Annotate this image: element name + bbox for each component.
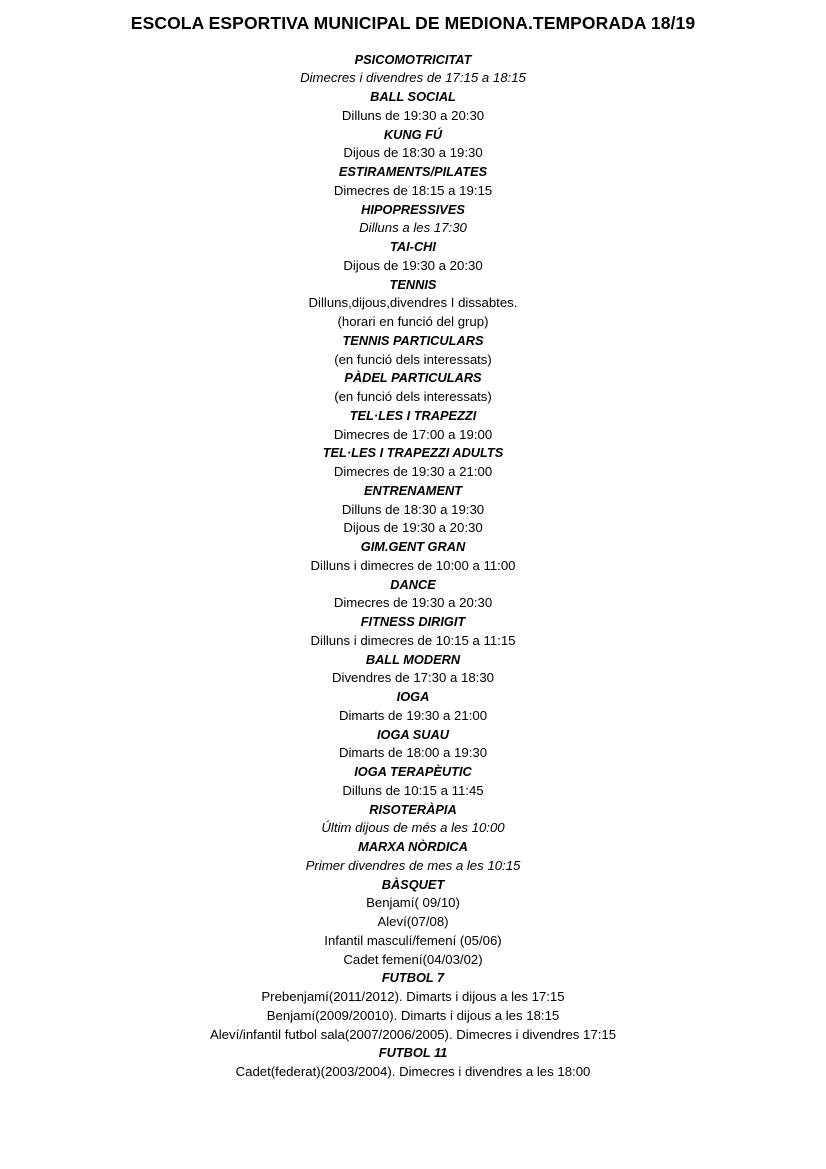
schedule-text: Últim dijous de més a les 10:00 [321,820,505,836]
schedule-text: Dimecres i divendres de 17:15 a 18:15 [300,70,526,86]
schedule-text: (en funció dels interessats) [334,389,492,404]
schedule-text: Infantil masculí/femení (05/06) [324,932,502,948]
activity-heading: KUNG FÚ [383,126,443,142]
activity-heading: HIPOPRESSIVES [361,201,465,217]
schedule-text: Primer divendres de mes a les 10:15 [305,857,521,873]
schedule-text: Dimarts de 18:00 a 19:30 [338,745,488,761]
schedule-text: Aleví(07/08) [377,914,449,929]
activity-heading: TEL·LES I TRAPEZZI [349,407,477,423]
activity-heading: TEL·LES I TRAPEZZI ADULTS [322,445,504,461]
schedule-text: Dilluns,dijous,divendres I dissabtes. [308,295,518,311]
schedule-text: Dilluns a les 17:30 [359,220,467,236]
schedule-text: Dilluns i dimecres de 10:00 a 11:00 [310,557,516,573]
schedule-text: Dimecres de 19:30 a 20:30 [333,595,493,611]
activity-heading: FUTBOL 11 [378,1045,448,1061]
activity-heading: TAI-CHI [390,239,436,254]
schedule-text: Benjamí(2009/20010). Dimarts i dijous a les 18:15 [266,1007,560,1023]
activity-heading: ENTRENAMENT [363,482,463,498]
schedule-text: Dijous de 19:30 a 20:30 [343,257,483,273]
activity-heading: TENNIS PARTICULARS [342,332,484,348]
schedule-text: Dimarts de 19:30 a 21:00 [338,707,488,723]
schedule-text: Prebenjamí(2011/2012). Dimarts i dijous a les 17:15 [261,989,565,1004]
schedule-text: Aleví/infantil futbol sala(2007/2006/2005). Dimecres i divendres 17:15 [209,1026,617,1042]
activity-heading: FUTBOL 7 [381,970,445,986]
activity-heading: RISOTERÀPIA [369,801,457,817]
activity-heading: MARXA NÒRDICA [358,839,468,854]
schedule-text: Dilluns de 18:30 a 19:30 [341,501,485,517]
schedule-text: Cadet(federat)(2003/2004). Dimecres i divendres a les 18:00 [235,1064,591,1079]
activity-schedule-list [0,51,826,1082]
activity-heading: IOGA [396,689,430,704]
schedule-text: Dijous de 19:30 a 20:30 [343,520,483,536]
schedule-text: Cadet femení(04/03/02) [343,951,483,967]
schedule-text: Dimecres de 18:15 a 19:15 [333,182,493,198]
activity-heading: FITNESS DIRIGIT [360,614,466,629]
activity-heading: BÀSQUET [381,876,445,892]
schedule-text: (en funció dels interessats) [334,351,492,367]
activity-heading: IOGA TERAPÈUTIC [354,764,472,779]
activity-heading: ESTIRAMENTS/PILATES [338,164,488,179]
schedule-text: Dijous de 18:30 a 19:30 [343,145,483,161]
schedule-text: Dilluns i dimecres de 10:15 a 11:15 [310,632,516,648]
schedule-text: Dimecres de 17:00 a 19:00 [333,426,493,442]
activity-heading: GIM.GENT GRAN [360,539,466,554]
activity-heading: BALL SOCIAL [370,89,456,104]
schedule-text: Divendres de 17:30 a 18:30 [331,670,495,686]
activity-heading: PÀDEL PARTICULARS [344,370,482,386]
activity-heading: DANCE [390,576,436,592]
document-title: ESCOLA ESPORTIVA MUNICIPAL DE MEDIONA.TEMPORADA 18/19 [130,13,696,33]
schedule-text: Dilluns de 10:15 a 11:45 [342,782,484,798]
activity-heading: IOGA SUAU [376,726,450,742]
activity-heading: PSICOMOTRICITAT [354,51,472,67]
schedule-text: Dimecres de 19:30 a 21:00 [333,464,493,479]
schedule-text: (horari en funció del grup) [337,314,489,329]
schedule-text: Benjamí( 09/10) [366,895,460,911]
activity-heading: BALL MODERN [365,651,461,667]
schedule-text: Dilluns de 19:30 a 20:30 [341,107,485,123]
activity-heading: TENNIS [389,276,437,292]
